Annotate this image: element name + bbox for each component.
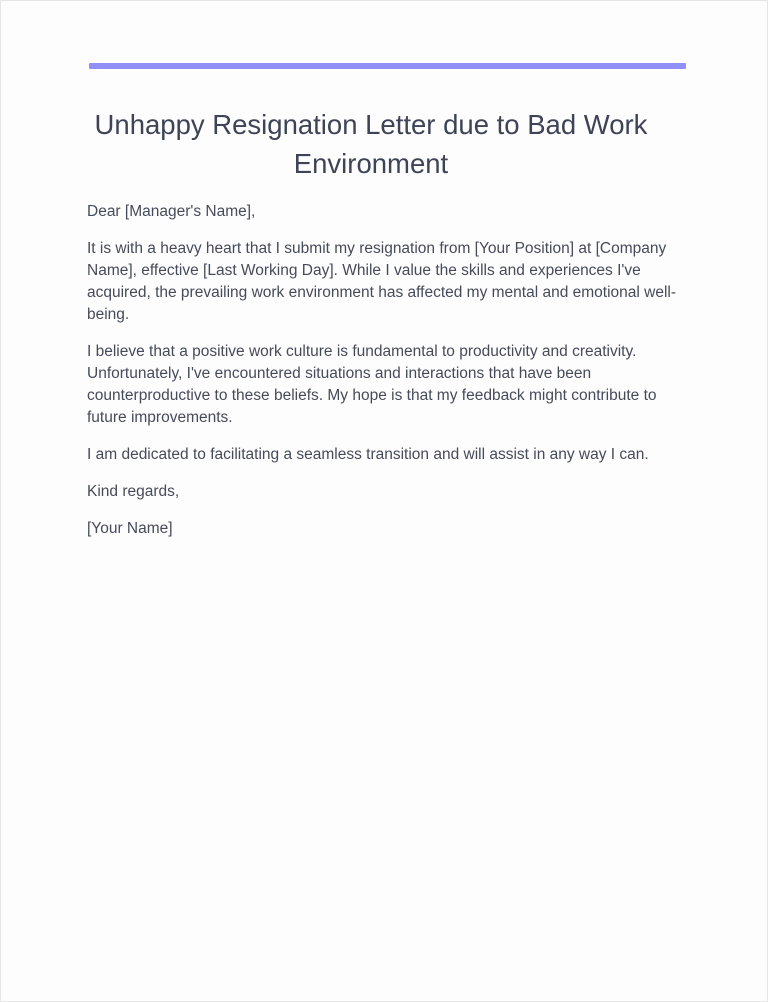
document-title: Unhappy Resignation Letter due to Bad Work Environment bbox=[94, 109, 648, 179]
closing: Kind regards, bbox=[87, 483, 180, 500]
signature: [Your Name] bbox=[87, 520, 173, 537]
paragraph-3: I am dedicated to facilitating a seamless transition and will assist in any way I can. bbox=[87, 446, 649, 463]
paragraph-2: I believe that a positive work culture is fundamental to productivity and creativity. Unfortunately, I've encountered situations and interactions that have been counterproductive to these beliefs. My hope is that my feedback might contribute to future improvements. bbox=[87, 343, 657, 426]
paragraph-1: It is with a heavy heart that I submit my resignation from [Your Position] at [Company Name], effective [Last Working Day]. While I value the skills and experiences I've acquired, the prevailing work environment has affected my mental and emotional well-being. bbox=[87, 240, 677, 323]
salutation: Dear [Manager's Name], bbox=[87, 203, 256, 220]
letter-body bbox=[87, 201, 677, 555]
accent-bar bbox=[89, 63, 686, 69]
